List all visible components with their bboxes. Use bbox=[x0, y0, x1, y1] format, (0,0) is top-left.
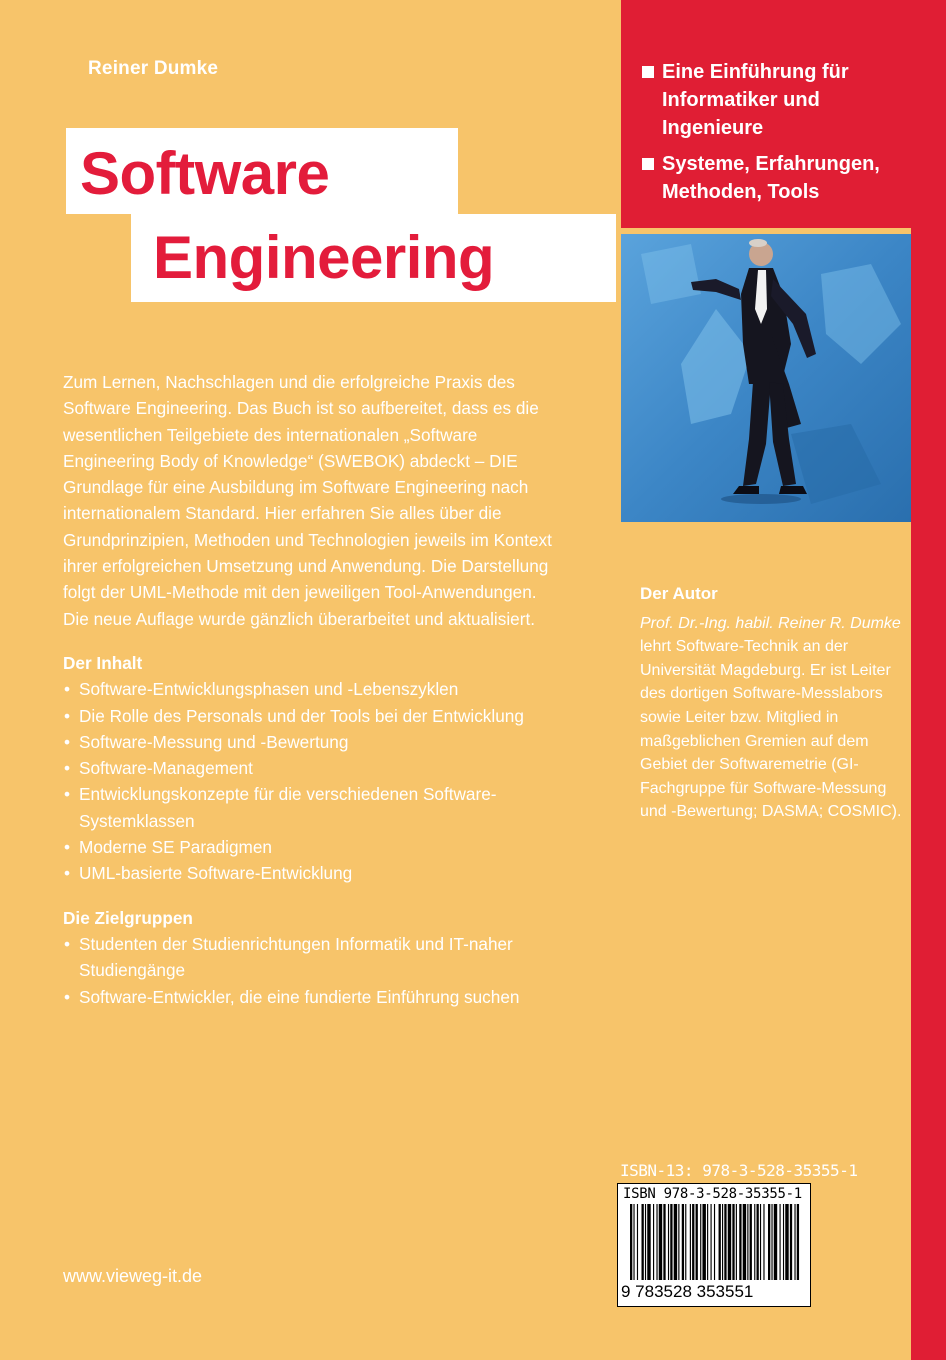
audience-heading: Die Zielgruppen bbox=[63, 907, 193, 928]
feature-item: Eine Einführung für Informatiker und Ingenieure bbox=[640, 58, 920, 142]
list-item: • Software-Entwickler, die eine fundierte Einführung suchen bbox=[63, 984, 563, 1010]
barcode-bar bbox=[774, 1204, 777, 1280]
barcode-bar bbox=[750, 1204, 752, 1280]
barcode-bar bbox=[653, 1204, 654, 1280]
list-item: • Entwicklungskonzepte für die verschiedenen Software-Systemklassen bbox=[63, 781, 563, 834]
barcode-isbn-text: ISBN 978-3-528-35355-1 bbox=[623, 1186, 802, 1202]
barcode-bar bbox=[739, 1204, 741, 1280]
author-section bbox=[640, 582, 905, 824]
author-bio bbox=[640, 612, 905, 824]
barcode-bar bbox=[743, 1204, 746, 1280]
barcode-bar bbox=[768, 1204, 770, 1280]
title-line-1: Software bbox=[80, 140, 330, 207]
barcode-bar bbox=[771, 1204, 772, 1280]
barcode-bar bbox=[678, 1204, 679, 1280]
barcode-bar bbox=[794, 1204, 795, 1280]
barcode-bar bbox=[760, 1204, 761, 1280]
barcode-bar bbox=[642, 1204, 644, 1280]
barcode-bar bbox=[783, 1204, 784, 1280]
barcode bbox=[617, 1183, 811, 1307]
list-item: • UML-basierte Software-Entwicklung bbox=[63, 860, 563, 886]
barcode-bar bbox=[659, 1204, 662, 1280]
author-name-top: Reiner Dumke bbox=[88, 58, 219, 79]
barcode-bar bbox=[630, 1204, 632, 1280]
barcode-bar bbox=[633, 1204, 634, 1280]
list-item: • Studenten der Studienrichtungen Informatik und IT-naher Studiengänge bbox=[63, 931, 563, 984]
feature-item: Systeme, Erfahrungen, Methoden, Tools bbox=[640, 150, 920, 206]
barcode-bar bbox=[763, 1204, 764, 1280]
author-full-name: Prof. Dr.-Ing. habil. Reiner R. Dumke bbox=[640, 614, 901, 632]
barcode-bar bbox=[732, 1204, 734, 1280]
barcode-bar bbox=[722, 1204, 723, 1280]
square-bullet-icon bbox=[642, 66, 654, 78]
barcode-bar bbox=[674, 1204, 677, 1280]
barcode-bar bbox=[719, 1204, 721, 1280]
barcode-bar bbox=[692, 1204, 694, 1280]
barcode-bar bbox=[757, 1204, 759, 1280]
barcode-bar bbox=[637, 1204, 638, 1280]
list-item: • Software-Messung und -Bewertung bbox=[63, 729, 563, 755]
list-item: • Die Rolle des Personals und der Tools bei der Entwicklung bbox=[63, 703, 563, 729]
list-item: • Software-Entwicklungsphasen und -Lebenszyklen bbox=[63, 676, 563, 702]
contents-list bbox=[63, 676, 563, 886]
list-item: • Moderne SE Paradigmen bbox=[63, 834, 563, 860]
list-item: • Software-Management bbox=[63, 755, 563, 781]
barcode-bar bbox=[696, 1204, 698, 1280]
barcode-bar bbox=[754, 1204, 755, 1280]
barcode-bar bbox=[690, 1204, 691, 1280]
barcode-bar bbox=[682, 1204, 684, 1280]
author-heading: Der Autor bbox=[640, 584, 718, 603]
isbn-label: ISBN-13: 978-3-528-35355-1 bbox=[620, 1161, 858, 1180]
description-paragraph: Zum Lernen, Nachschlagen und die erfolgreiche Praxis des Software Engineering. Das Buch ist so aufbereitet, dass es die wesentlichen Teilgebiete des internationalen „Software Engineering Body of Knowledge“ (SWEBOK) abdeckt – DIE Grundlage für eine Ausbildung im Software Engineering nach internationalem Standard. Hier erfahren Sie alles über die Grundprinzipien, Methoden und Technologien jeweils im Kontext ihrer erfolgreichen Umsetzung und Anwendung. Die Darstellung folgt der UML-Methode mit den jeweiligen Tool-Anwendungen. Die neue Auflage wurde gänzlich überarbeitet und aktualisiert. bbox=[63, 372, 552, 629]
barcode-bar bbox=[785, 1204, 788, 1280]
barcode-bar bbox=[647, 1204, 650, 1280]
barcode-bar bbox=[685, 1204, 686, 1280]
barcode-bar bbox=[668, 1204, 669, 1280]
feature-list bbox=[640, 58, 920, 214]
barcode-bar bbox=[700, 1204, 701, 1280]
dancing-man-photo bbox=[621, 234, 911, 522]
barcode-bar bbox=[663, 1204, 665, 1280]
barcode-bar bbox=[747, 1204, 748, 1280]
website-url[interactable]: www.vieweg-it.de bbox=[63, 1266, 203, 1286]
barcode-bar bbox=[790, 1204, 792, 1280]
description-block bbox=[63, 369, 563, 1010]
barcode-bar bbox=[714, 1204, 715, 1280]
barcode-bar bbox=[736, 1204, 737, 1280]
audience-list bbox=[63, 931, 563, 1010]
barcode-bar bbox=[645, 1204, 646, 1280]
barcode-bar bbox=[780, 1204, 781, 1280]
barcode-bar bbox=[728, 1204, 731, 1280]
title-line-2: Engineering bbox=[153, 224, 495, 291]
author-bio-text: lehrt Software-Technik an der Universität Magdeburg. Er ist Leiter des dortigen Software-Messlabors sowie Leiter bzw. Mitglied in maßgeblichen Gremien auf dem Gebiet der Softwaremetrie (GI-Fachgruppe für Software-Messung und -Bewertung; DASMA; COSMIC). bbox=[640, 638, 902, 821]
square-bullet-icon bbox=[642, 158, 654, 170]
barcode-bar bbox=[670, 1204, 672, 1280]
barcode-bar bbox=[707, 1204, 708, 1280]
ean-digits: 9 783528 353551 bbox=[621, 1282, 754, 1301]
barcode-bar bbox=[724, 1204, 726, 1280]
barcode-bar bbox=[656, 1204, 657, 1280]
contents-heading: Der Inhalt bbox=[63, 652, 143, 673]
barcode-bar bbox=[797, 1204, 799, 1280]
barcode-bar bbox=[711, 1204, 712, 1280]
barcode-bar bbox=[702, 1204, 705, 1280]
